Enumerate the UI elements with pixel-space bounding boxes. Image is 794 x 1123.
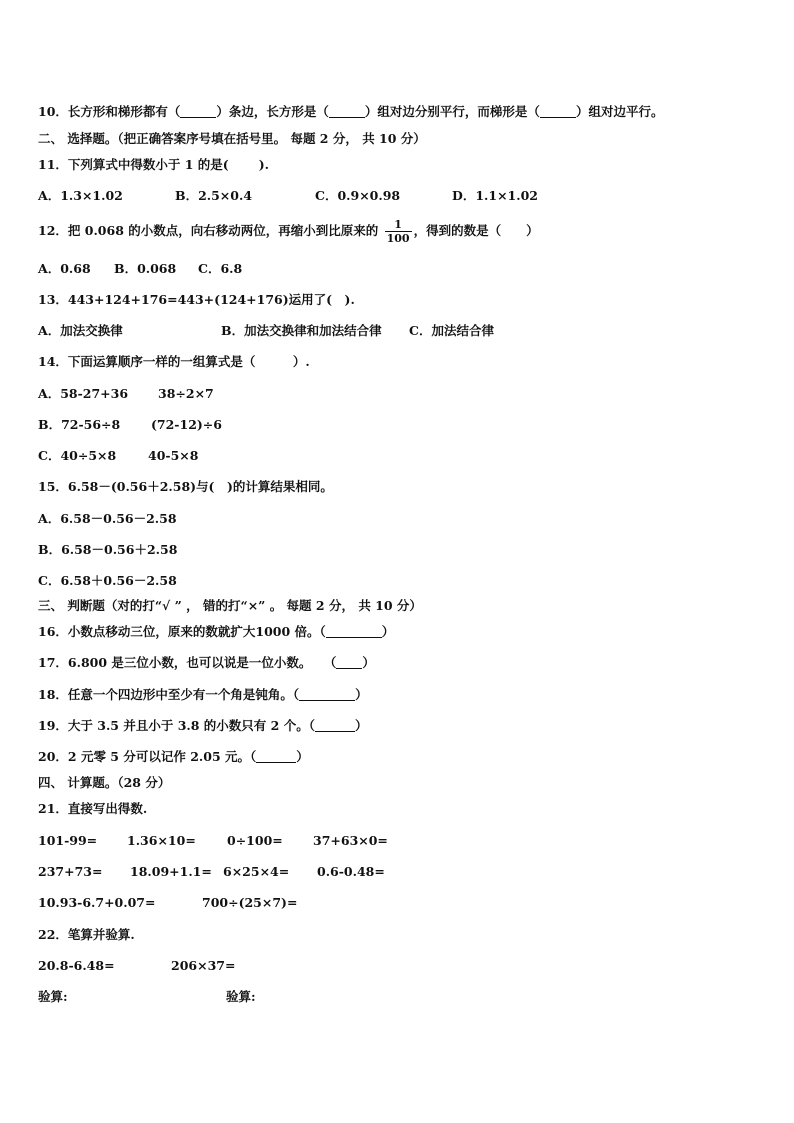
q15-option-c[interactable]: C．6.58＋0.56－2.58 [38,573,177,588]
question-13: 13．443+124+176=443+(124+176)运用了( ). [38,292,355,307]
q13-options [38,323,758,339]
q19-answer-blank[interactable] [315,719,355,732]
q12-end: ，得到的数是（ ） [413,223,539,238]
q21-item: 0.6-0.48= [317,864,385,879]
q12-fraction [385,218,412,245]
q16-close: ） [381,624,395,639]
q14-option-c[interactable] [38,448,438,464]
question-18 [38,687,368,703]
q10-blank-3[interactable] [540,105,576,118]
q18-close: ） [355,687,368,702]
q17-text: 17．6.800 是三位小数，也可以说是一位小数。 （ [38,655,337,670]
q13-option-a[interactable]: A．加法交换律 [38,323,123,338]
q21-row-1 [38,833,758,849]
q21-row-3 [38,895,758,911]
q21-row-2 [38,864,758,880]
q14-option-c-expr-1: C．40÷5×8 [38,448,117,463]
q21-item: 18.09+1.1= [130,864,212,879]
q14-option-c-expr-2: 40-5×8 [148,448,199,463]
q19-close: ） [354,718,368,733]
q11-stem: 11．下列算式中得数小于 1 的是( [38,157,229,172]
q22-item-1: 20.8-6.48= [38,958,115,973]
q18-text: 18．任意一个四边形中至少有一个角是钝角。（ [38,687,300,702]
q16-text: 16．小数点移动三位，原来的数就扩大1000 倍。（ [38,624,326,639]
section-2-heading: 二、 选择题。（把正确答案序号填在括号里。 每题 2 分， 共 10 分） [38,131,426,146]
q14-option-b-expr-1: B．72-56÷8 [38,417,121,432]
question-12 [38,217,539,245]
section-4-heading: 四、 计算题。（28 分） [38,775,171,790]
q12-fraction-numerator: 1 [385,218,412,232]
q21-item: 101-99= [38,833,98,848]
q20-close: ） [296,749,309,764]
section-3-heading: 三、 判断题（对的打“√ ” ， 错的打“×” 。 每题 2 分， 共 10 分） [38,598,422,613]
question-17 [38,655,375,671]
q14-option-b[interactable] [38,417,438,433]
q10-text-a: 10．长方形和梯形都有（ [38,104,181,119]
q16-answer-blank[interactable] [326,625,382,638]
q10-text-d: ）组对边平行。 [575,104,664,119]
q11-option-c[interactable]: C．0.9×0.98 [315,188,401,203]
q12-options [38,261,438,277]
q11-option-a[interactable]: A．1.3×1.02 [38,188,123,203]
q17-close: ） [362,655,375,670]
q21-item: 10.93-6.7+0.07= [38,895,156,910]
question-10 [38,104,663,120]
question-20 [38,749,309,765]
q14-option-a-expr-1: A．58-27+36 [38,386,129,401]
q15-option-b[interactable]: B．6.58－0.56＋2.58 [38,542,178,557]
q10-text-c: ）组对边分别平行，而梯形是（ [364,104,540,119]
question-15: 15．6.58－(0.56＋2.58)与( )的计算结果相同。 [38,479,333,494]
q10-blank-1[interactable] [180,105,216,118]
question-19 [38,718,367,734]
q17-answer-blank[interactable] [336,656,362,669]
q20-answer-blank[interactable] [256,750,296,763]
question-22: 22．笔算并验算. [38,927,135,942]
q10-text-b: ）条边，长方形是（ [216,104,329,119]
q12-option-c[interactable]: C．6.8 [198,261,243,276]
q11-end: ). [258,157,269,172]
q22-check-label-1: 验算: [38,989,68,1004]
q13-option-b[interactable]: B．加法交换律和加法结合律 [221,323,382,338]
q14-option-b-expr-2: (72-12)÷6 [151,417,222,432]
question-21: 21．直接写出得数. [38,801,148,816]
q21-item: 37+63×0= [313,833,388,848]
q13-option-c[interactable]: C．加法结合律 [409,323,494,338]
q11-option-d[interactable]: D．1.1×1.02 [452,188,539,203]
q19-text: 19．大于 3.5 并且小于 3.8 的小数只有 2 个。（ [38,718,315,733]
q21-item: 6×25×4= [223,864,290,879]
q12-option-b[interactable]: B．0.068 [114,261,177,276]
q14-option-a[interactable] [38,386,438,402]
q21-item: 1.36×10= [127,833,196,848]
q22-check-row [38,989,758,1005]
q12-fraction-denominator: 100 [386,232,410,245]
q14-option-a-expr-2: 38÷2×7 [158,386,214,401]
q12-stem: 12．把 0.068 的小数点，向右移动两位，再缩小到比原来的 [38,223,379,238]
q12-option-a[interactable]: A．0.68 [38,261,91,276]
q10-blank-2[interactable] [329,105,365,118]
q15-option-a[interactable]: A．6.58－0.56－2.58 [38,511,177,526]
q22-items [38,958,758,974]
q21-item: 0÷100= [227,833,283,848]
q18-answer-blank[interactable] [299,688,355,701]
q21-item: 237+73= [38,864,103,879]
q11-options [38,188,758,204]
q11-option-b[interactable]: B．2.5×0.4 [175,188,253,203]
q22-check-label-2: 验算: [226,989,256,1004]
question-14: 14．下面运算顺序一样的一组算式是（ ）. [38,354,310,369]
q20-text: 20．2 元零 5 分可以记作 2.05 元。（ [38,749,257,764]
q22-item-2: 206×37= [171,958,236,973]
q21-item: 700÷(25×7)= [202,895,298,910]
question-16 [38,624,394,640]
question-11 [38,157,269,173]
